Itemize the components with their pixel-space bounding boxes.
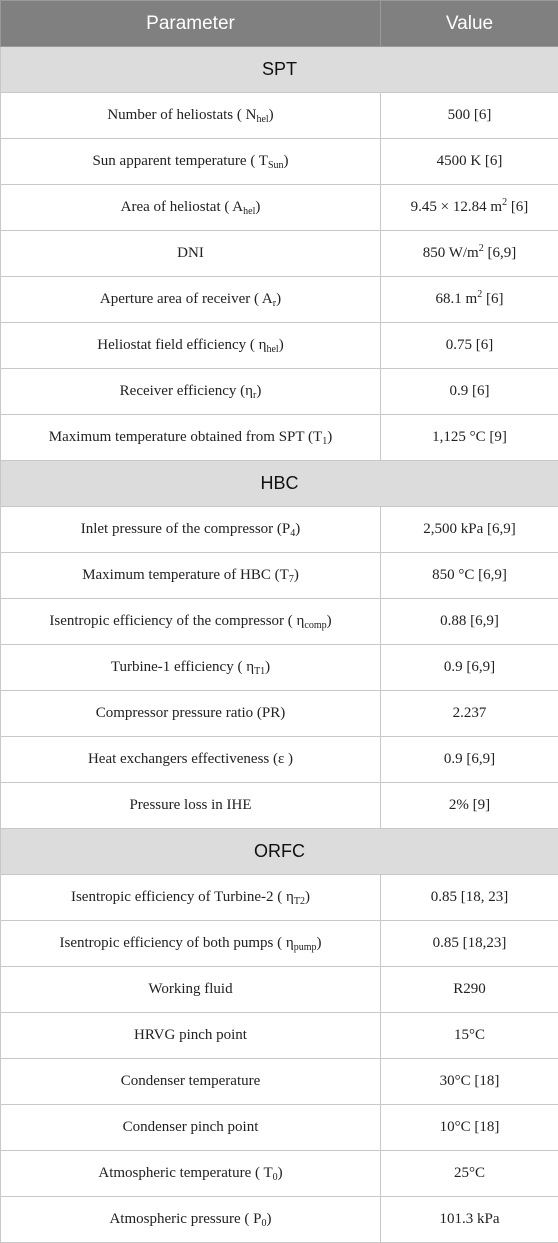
table-row — [1, 93, 558, 139]
parameter-suffix: ) — [295, 521, 301, 537]
value-text: 10°C [18] — [439, 1119, 500, 1135]
value-text: 500 [6] — [447, 107, 492, 123]
parameter-subscript: hel — [256, 114, 269, 125]
parameter-suffix: ) — [293, 567, 299, 583]
parameter-cell — [1, 185, 381, 231]
parameter-text: Sun apparent temperature ( T — [92, 153, 268, 169]
parameter-cell — [1, 507, 381, 553]
parameter-suffix: ) — [276, 291, 282, 307]
value-text: 850 °C [6,9] — [432, 567, 507, 583]
table-row — [1, 967, 558, 1013]
value-cell — [381, 507, 558, 553]
parameter-suffix: ) — [327, 429, 333, 445]
value-cell — [381, 1105, 558, 1151]
table-row — [1, 1013, 558, 1059]
value-text: 9.45 × 12.84 m — [410, 199, 503, 215]
parameter-cell — [1, 1197, 381, 1243]
table-row — [1, 783, 558, 829]
value-cell — [381, 277, 558, 323]
value-text: 25°C — [453, 1165, 485, 1181]
value-cell — [381, 93, 558, 139]
parameter-cell — [1, 415, 381, 461]
value-text: R290 — [453, 981, 486, 997]
value-cell — [381, 921, 558, 967]
value-cell — [381, 139, 558, 185]
table-row — [1, 231, 558, 277]
value-suffix: [6] — [482, 291, 504, 307]
header-row — [1, 1, 558, 47]
table-row — [1, 277, 558, 323]
value-text: 1,125 °C [9] — [432, 429, 507, 445]
value-text: 2.237 — [452, 705, 487, 721]
section-title: ORFC — [1, 829, 558, 875]
table-row — [1, 1105, 558, 1151]
parameter-cell — [1, 553, 381, 599]
value-superscript: 2 — [477, 289, 483, 300]
parameter-text: Heat exchangers effectiveness (ε ) — [87, 751, 294, 767]
parameter-text: Pressure loss in IHE — [129, 797, 252, 813]
value-cell — [381, 737, 558, 783]
value-cell — [381, 553, 558, 599]
table-row — [1, 1197, 558, 1243]
table-row — [1, 875, 558, 921]
value-text: 15°C — [453, 1027, 485, 1043]
value-text: 30°C [18] — [439, 1073, 500, 1089]
value-text: 0.75 [6] — [445, 337, 494, 353]
parameter-cell — [1, 1059, 381, 1105]
table-row — [1, 1059, 558, 1105]
value-text: 101.3 kPa — [439, 1211, 500, 1227]
table-row — [1, 1151, 558, 1197]
parameter-subscript: 4 — [290, 528, 296, 539]
table-row — [1, 599, 558, 645]
parameter-text: Maximum temperature of HBC (T — [82, 567, 289, 583]
parameter-text: Area of heliostat ( A — [120, 199, 244, 215]
parameter-subscript: hel — [266, 344, 279, 355]
table-row — [1, 139, 558, 185]
parameter-text: Condenser temperature — [120, 1073, 261, 1089]
value-cell — [381, 231, 558, 277]
parameter-text: Number of heliostats ( N — [107, 107, 257, 123]
parameter-cell — [1, 645, 381, 691]
parameter-cell — [1, 1105, 381, 1151]
parameter-suffix: ) — [305, 889, 311, 905]
value-text: 0.85 [18,23] — [432, 935, 507, 951]
parameter-cell — [1, 369, 381, 415]
parameter-cell — [1, 1013, 381, 1059]
parameter-cell — [1, 277, 381, 323]
parameter-suffix: ) — [266, 1211, 272, 1227]
parameter-text: Isentropic efficiency of Turbine-2 ( η — [70, 889, 294, 905]
value-text: 2% [9] — [448, 797, 491, 813]
parameter-text: Heliostat field efficiency ( η — [97, 337, 267, 353]
parameter-suffix: ) — [265, 659, 271, 675]
parameter-subscript: hel — [243, 206, 256, 217]
parameter-subscript: 0 — [261, 1218, 267, 1229]
value-cell — [381, 369, 558, 415]
section-title: HBC — [1, 461, 558, 507]
parameter-text: Atmospheric temperature ( T — [98, 1165, 273, 1181]
value-cell — [381, 691, 558, 737]
parameter-suffix: ) — [316, 935, 322, 951]
parameter-text: Condenser pinch point — [122, 1119, 259, 1135]
table-row — [1, 185, 558, 231]
parameter-subscript: 7 — [288, 574, 294, 585]
value-text: 850 W/m — [422, 245, 479, 261]
parameter-text: Isentropic efficiency of the compressor ( η — [49, 613, 305, 629]
value-cell — [381, 783, 558, 829]
parameter-cell — [1, 691, 381, 737]
parameter-cell — [1, 599, 381, 645]
parameter-suffix: ) — [277, 1165, 283, 1181]
parameter-subscript: T1 — [254, 666, 266, 677]
parameter-suffix: ) — [278, 337, 284, 353]
parameter-subscript: pump — [293, 942, 317, 953]
value-text: 0.9 [6,9] — [443, 659, 496, 675]
parameter-subscript: 1 — [322, 436, 328, 447]
table-row — [1, 553, 558, 599]
value-cell — [381, 415, 558, 461]
value-cell — [381, 599, 558, 645]
parameter-cell — [1, 737, 381, 783]
parameter-subscript: r — [272, 298, 277, 309]
value-cell — [381, 1151, 558, 1197]
table-row — [1, 415, 558, 461]
value-cell — [381, 875, 558, 921]
parameter-text: DNI — [177, 245, 204, 261]
parameter-cell — [1, 93, 381, 139]
parameter-subscript: T2 — [293, 896, 306, 907]
table-row — [1, 507, 558, 553]
parameter-subscript: 0 — [272, 1172, 278, 1183]
value-column-header: Value — [381, 1, 558, 47]
section-row — [1, 47, 558, 93]
parameter-text: Compressor pressure ratio (PR) — [95, 705, 286, 721]
table-row — [1, 691, 558, 737]
value-suffix: [6,9] — [483, 245, 517, 261]
parameter-cell — [1, 921, 381, 967]
value-superscript: 2 — [502, 197, 508, 208]
parameter-cell — [1, 231, 381, 277]
value-suffix: [6] — [507, 199, 529, 215]
value-cell — [381, 967, 558, 1013]
parameter-text: Inlet pressure of the compressor (P — [80, 521, 291, 537]
parameter-cell — [1, 323, 381, 369]
value-text: 0.85 [18, 23] — [430, 889, 509, 905]
value-text: 4500 K [6] — [436, 153, 503, 169]
parameter-text: Atmospheric pressure ( P — [109, 1211, 262, 1227]
value-cell — [381, 1059, 558, 1105]
section-row — [1, 829, 558, 875]
value-cell — [381, 185, 558, 231]
value-cell — [381, 1197, 558, 1243]
parameter-text: Turbine-1 efficiency ( η — [110, 659, 255, 675]
parameter-text: HRVG pinch point — [134, 1027, 247, 1043]
section-row — [1, 461, 558, 507]
parameter-suffix: ) — [255, 199, 261, 215]
parameter-column-header: Parameter — [1, 1, 381, 47]
parameter-suffix: ) — [256, 383, 262, 399]
value-text: 0.9 [6] — [449, 383, 490, 399]
parameter-suffix: ) — [283, 153, 289, 169]
value-cell — [381, 323, 558, 369]
parameter-text: Isentropic efficiency of both pumps ( η — [59, 935, 294, 951]
value-text: 68.1 m — [435, 291, 478, 307]
parameter-text: Maximum temperature obtained from SPT (T — [48, 429, 323, 445]
parameter-suffix: ) — [326, 613, 332, 629]
parameter-cell — [1, 875, 381, 921]
parameter-suffix: ) — [268, 107, 274, 123]
parameter-subscript: r — [252, 390, 257, 401]
parameter-text: Receiver efficiency (η — [119, 383, 253, 399]
table-row — [1, 323, 558, 369]
parameter-cell — [1, 783, 381, 829]
value-text: 2,500 kPa [6,9] — [423, 521, 516, 537]
parameter-cell — [1, 139, 381, 185]
value-superscript: 2 — [478, 243, 484, 254]
table-row — [1, 369, 558, 415]
parameter-subscript: comp — [304, 620, 327, 631]
parameter-subscript: Sun — [267, 160, 284, 171]
parameter-text: Working fluid — [148, 981, 233, 997]
parameter-cell — [1, 967, 381, 1013]
table-row — [1, 645, 558, 691]
table-row — [1, 921, 558, 967]
parameter-cell — [1, 1151, 381, 1197]
section-title: SPT — [1, 47, 558, 93]
value-cell — [381, 1013, 558, 1059]
table-body — [1, 47, 558, 1243]
parameter-text: Aperture area of receiver ( A — [99, 291, 273, 307]
value-text: 0.88 [6,9] — [440, 613, 499, 629]
value-cell — [381, 645, 558, 691]
value-text: 0.9 [6,9] — [443, 751, 496, 767]
table-row — [1, 737, 558, 783]
